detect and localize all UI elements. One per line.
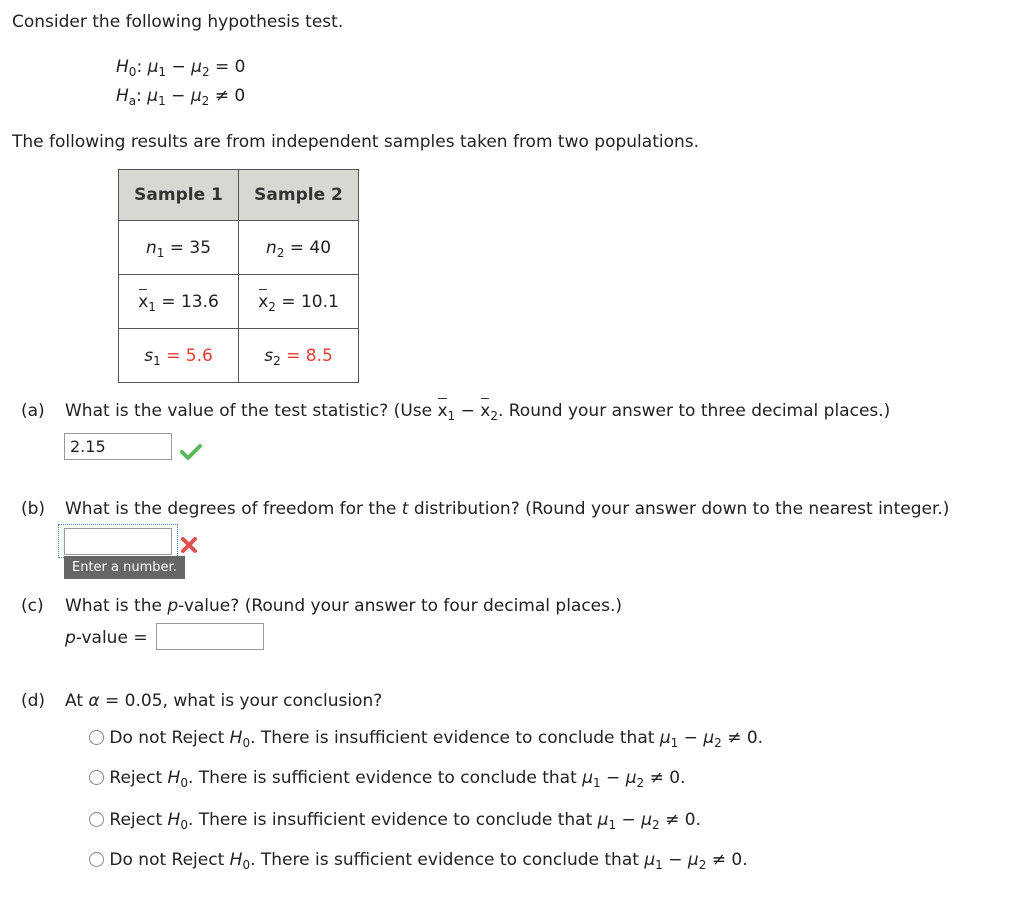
mu2-subscript: 2 bbox=[636, 776, 645, 790]
mu2-subscript: 2 bbox=[714, 736, 722, 750]
h-subscript: 0 bbox=[242, 736, 251, 750]
part-b-question-pre: What is the degrees of freedom for the bbox=[65, 499, 402, 519]
mu2-symbol: μ bbox=[190, 86, 202, 106]
h0-relation: = 0 bbox=[214, 57, 246, 77]
ha-relation: ≠ 0 bbox=[214, 86, 246, 106]
p-symbol: p bbox=[65, 628, 76, 648]
mu1-symbol: μ bbox=[597, 810, 609, 830]
mu1-symbol: μ bbox=[582, 768, 594, 788]
minus-sign: − bbox=[171, 57, 186, 77]
mu2-symbol: μ bbox=[641, 810, 653, 830]
mu1-subscript: 1 bbox=[158, 94, 166, 108]
mu2-subscript: 2 bbox=[201, 65, 210, 79]
ha-colon: : bbox=[136, 86, 142, 106]
s1-value: = 5.6 bbox=[166, 345, 213, 366]
table-row bbox=[119, 275, 359, 329]
minus-sign: − bbox=[616, 810, 642, 830]
mu2-symbol: μ bbox=[191, 57, 202, 77]
mu2-subscript: 2 bbox=[698, 858, 707, 872]
mu1-symbol: μ bbox=[659, 728, 671, 748]
intro-text: Consider the following hypothesis test. bbox=[12, 12, 344, 32]
h-subscript: 0 bbox=[180, 776, 188, 790]
mu1-subscript: 1 bbox=[608, 818, 617, 832]
part-a-question-post: . Round your answer to three decimal places.) bbox=[497, 401, 891, 421]
t-symbol: t bbox=[401, 499, 409, 519]
ha-symbol: H bbox=[116, 86, 129, 106]
xbar1-cell bbox=[119, 275, 239, 329]
part-c-question bbox=[65, 596, 622, 616]
cross-icon bbox=[180, 536, 198, 554]
radio-button[interactable] bbox=[89, 852, 104, 867]
xbar1-symbol: x bbox=[437, 401, 448, 421]
p-value-label bbox=[65, 628, 148, 648]
mu2-subscript: 2 bbox=[201, 94, 210, 108]
radio-button[interactable] bbox=[89, 812, 104, 827]
option-text-pre: Do not Reject bbox=[109, 850, 230, 870]
mu1-subscript: 1 bbox=[593, 776, 601, 790]
part-c-question-post: -value? (Round your answer to four decimal places.) bbox=[178, 596, 623, 616]
xbar1-subscript: 1 bbox=[447, 409, 456, 423]
validation-tooltip: Enter a number. bbox=[64, 556, 185, 579]
n1-symbol: n bbox=[145, 237, 157, 258]
p-value-label-text: -value = bbox=[75, 628, 148, 648]
ha-subscript: a bbox=[128, 94, 137, 108]
xbar1-subscript: 1 bbox=[148, 299, 156, 314]
test-statistic-input[interactable]: 2.15 bbox=[64, 433, 172, 460]
s1-subscript: 1 bbox=[153, 353, 161, 368]
results-text: The following results are from independent samples taken from two populations. bbox=[12, 132, 700, 152]
conclusion-option-1[interactable] bbox=[89, 728, 763, 748]
xbar2-cell bbox=[239, 275, 359, 329]
conclusion-option-4[interactable] bbox=[89, 850, 748, 870]
samples-table bbox=[118, 169, 359, 383]
minus-sign: − bbox=[662, 850, 688, 870]
mu1-symbol: μ bbox=[644, 850, 656, 870]
option-text-tail: ≠ 0. bbox=[706, 850, 748, 870]
h-symbol: H bbox=[229, 728, 243, 748]
table-header-row bbox=[119, 170, 359, 221]
part-d-question-post: = 0.05, what is your conclusion? bbox=[99, 691, 383, 711]
option-text-mid: . There is sufficient evidence to conclude that bbox=[187, 768, 583, 788]
part-a-question bbox=[65, 401, 890, 421]
h-subscript: 0 bbox=[180, 818, 188, 832]
option-text-mid: . There is insufficient evidence to conclude that bbox=[250, 728, 660, 748]
s2-symbol: s bbox=[264, 345, 274, 366]
s2-subscript: 2 bbox=[273, 353, 281, 368]
h0-subscript: 0 bbox=[128, 65, 137, 79]
s1-cell bbox=[119, 329, 239, 383]
option-text-mid: . There is sufficient evidence to conclude that bbox=[250, 850, 645, 870]
part-b-question bbox=[65, 499, 949, 519]
xbar2-value: = 10.1 bbox=[281, 291, 339, 312]
conclusion-option-2[interactable] bbox=[89, 768, 685, 788]
xbar2-subscript: 2 bbox=[490, 409, 498, 423]
part-b-label: (b) bbox=[21, 499, 46, 519]
alpha-symbol: α bbox=[88, 691, 100, 711]
h-symbol: H bbox=[229, 850, 243, 870]
option-text-tail: ≠ 0. bbox=[659, 810, 701, 830]
p-symbol: p bbox=[167, 596, 179, 616]
minus-sign: − bbox=[678, 728, 704, 748]
radio-button[interactable] bbox=[89, 730, 104, 745]
s2-value: = 8.5 bbox=[286, 345, 333, 366]
h-symbol: H bbox=[167, 768, 181, 788]
s1-symbol: s bbox=[144, 345, 154, 366]
radio-button[interactable] bbox=[89, 770, 104, 785]
part-b-question-post: distribution? (Round your answer down to the nearest integer.) bbox=[408, 499, 950, 519]
n1-value: = 35 bbox=[169, 237, 212, 258]
part-d-question bbox=[65, 691, 382, 711]
p-value-input[interactable] bbox=[156, 623, 264, 650]
header-sample-2: Sample 2 bbox=[239, 170, 359, 221]
n1-subscript: 1 bbox=[156, 245, 165, 260]
part-c-question-pre: What is the bbox=[65, 596, 168, 616]
minus-sign: − bbox=[171, 86, 186, 106]
option-text-pre: Reject bbox=[109, 768, 168, 788]
xbar1-value: = 13.6 bbox=[161, 291, 219, 312]
minus-sign: − bbox=[455, 401, 481, 421]
mu1-symbol: μ bbox=[147, 86, 159, 106]
mu1-symbol: μ bbox=[147, 57, 159, 77]
alternative-hypothesis bbox=[116, 86, 245, 106]
n2-cell bbox=[239, 221, 359, 275]
h-symbol: H bbox=[167, 810, 181, 830]
xbar2-symbol: x bbox=[480, 401, 491, 421]
table-row bbox=[119, 221, 359, 275]
mu1-subscript: 1 bbox=[655, 858, 663, 872]
n2-symbol: n bbox=[265, 237, 277, 258]
n1-cell bbox=[119, 221, 239, 275]
mu2-symbol: μ bbox=[625, 768, 637, 788]
null-hypothesis bbox=[116, 57, 245, 77]
part-a-question-pre: What is the value of the test statistic? (Use bbox=[65, 401, 438, 421]
table-row bbox=[119, 329, 359, 383]
mu1-subscript: 1 bbox=[670, 736, 679, 750]
h0-symbol: H bbox=[116, 57, 129, 77]
option-text-pre: Reject bbox=[109, 810, 168, 830]
mu2-subscript: 2 bbox=[652, 818, 660, 832]
part-c-label: (c) bbox=[21, 596, 44, 616]
minus-sign: − bbox=[600, 768, 626, 788]
check-icon bbox=[180, 443, 202, 461]
s2-cell bbox=[239, 329, 359, 383]
mu2-symbol: μ bbox=[687, 850, 699, 870]
xbar2-subscript: 2 bbox=[268, 299, 276, 314]
degrees-of-freedom-input[interactable] bbox=[64, 528, 172, 555]
conclusion-option-3[interactable] bbox=[89, 810, 701, 830]
n2-subscript: 2 bbox=[276, 245, 285, 260]
option-text-tail: ≠ 0. bbox=[721, 728, 764, 748]
option-text-tail: ≠ 0. bbox=[644, 768, 686, 788]
option-text-mid: . There is insufficient evidence to conclude that bbox=[187, 810, 598, 830]
xbar1-symbol: x bbox=[138, 291, 149, 312]
part-a-label: (a) bbox=[21, 401, 45, 421]
h-subscript: 0 bbox=[242, 858, 251, 872]
mu2-symbol: μ bbox=[703, 728, 715, 748]
xbar2-symbol: x bbox=[258, 291, 269, 312]
h0-colon: : bbox=[136, 57, 143, 77]
part-d-label: (d) bbox=[21, 691, 46, 711]
header-sample-1: Sample 1 bbox=[119, 170, 239, 221]
mu1-subscript: 1 bbox=[158, 65, 167, 79]
option-text-pre: Do not Reject bbox=[109, 728, 230, 748]
n2-value: = 40 bbox=[289, 237, 332, 258]
part-d-question-pre: At bbox=[65, 691, 89, 711]
